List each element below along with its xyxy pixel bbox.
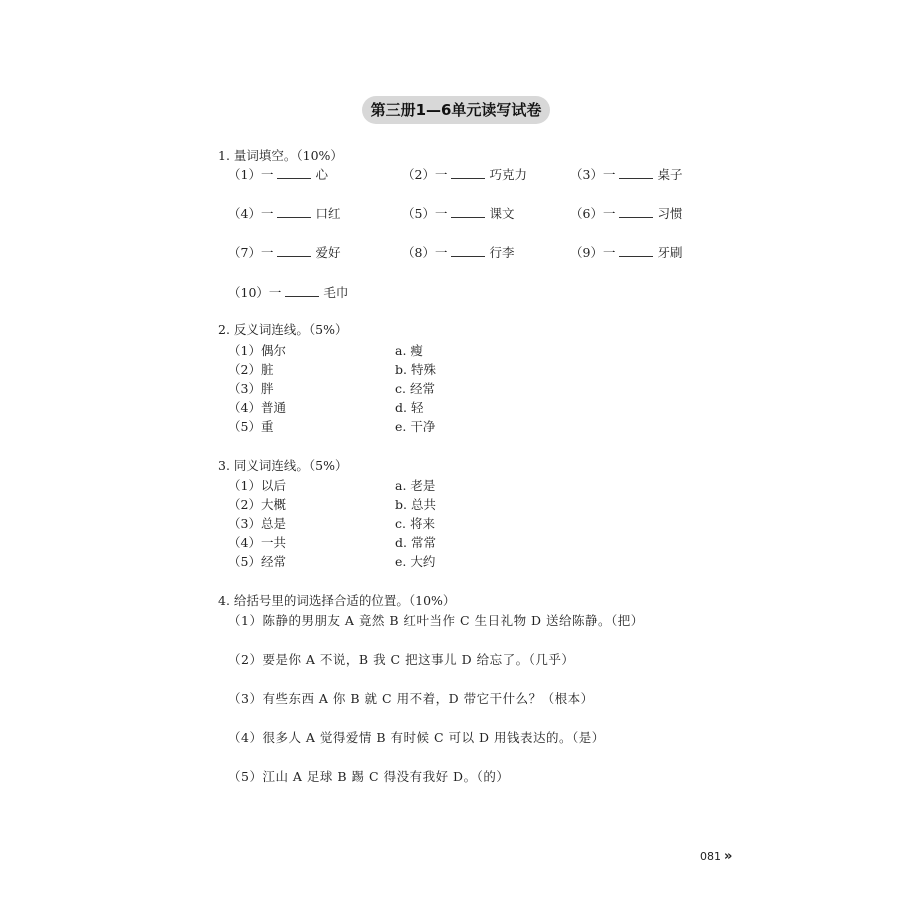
- blank-item: （10）一 毛巾: [228, 285, 349, 300]
- match-left-item[interactable]: （5）重: [228, 419, 274, 434]
- match-left-item[interactable]: （1）以后: [228, 478, 286, 493]
- answer-blank[interactable]: [285, 284, 319, 297]
- answer-blank[interactable]: [451, 205, 485, 218]
- section-4-heading: 4. 给括号里的词选择合适的位置。（10%）: [218, 593, 456, 608]
- blank-item: （1）一 心: [228, 167, 328, 182]
- match-right-item[interactable]: d. 轻: [395, 400, 424, 415]
- section-3-heading: 3. 同义词连线。（5%）: [218, 458, 348, 473]
- match-right-item[interactable]: a. 老是: [395, 478, 436, 493]
- match-right-item[interactable]: e. 干净: [395, 419, 436, 434]
- blank-item: （5）一 课文: [402, 206, 515, 221]
- double-chevron-right-icon: »: [724, 849, 730, 864]
- sentence-item: （3）有些东西 A 你 B 就 C 用不着，D 带它干什么？（根本）: [228, 691, 594, 706]
- answer-blank[interactable]: [451, 244, 485, 257]
- blank-item: （6）一 习惯: [570, 206, 683, 221]
- match-left-item[interactable]: （3）总是: [228, 516, 286, 531]
- match-right-item[interactable]: b. 总共: [395, 497, 436, 512]
- answer-blank[interactable]: [277, 244, 311, 257]
- blank-item: （3）一 桌子: [570, 167, 683, 182]
- answer-blank[interactable]: [619, 166, 653, 179]
- answer-blank[interactable]: [619, 244, 653, 257]
- page-title: 第三册1—6单元读写试卷: [362, 96, 550, 124]
- match-left-item[interactable]: （4）一共: [228, 535, 286, 550]
- match-left-item[interactable]: （2）脏: [228, 362, 274, 377]
- match-left-item[interactable]: （4）普通: [228, 400, 286, 415]
- match-right-item[interactable]: c. 经常: [395, 381, 435, 396]
- match-left-item[interactable]: （1）偶尔: [228, 343, 286, 358]
- blank-item: （7）一 爱好: [228, 245, 341, 260]
- blank-item: （9）一 牙刷: [570, 245, 683, 260]
- answer-blank[interactable]: [619, 205, 653, 218]
- blank-item: （4）一 口红: [228, 206, 341, 221]
- match-right-item[interactable]: c. 将来: [395, 516, 435, 531]
- match-right-item[interactable]: d. 常常: [395, 535, 436, 550]
- page-number: 081: [700, 850, 721, 863]
- section-1-heading: 1. 量词填空。（10%）: [218, 148, 343, 163]
- sentence-item: （4）很多人 A 觉得爱情 B 有时候 C 可以 D 用钱表达的。（是）: [228, 730, 605, 745]
- match-right-item[interactable]: b. 特殊: [395, 362, 436, 377]
- sentence-item: （1）陈静的男朋友 A 竟然 B 红叶当作 C 生日礼物 D 送给陈静。（把）: [228, 613, 644, 628]
- answer-blank[interactable]: [277, 205, 311, 218]
- answer-blank[interactable]: [451, 166, 485, 179]
- match-right-item[interactable]: a. 瘦: [395, 343, 423, 358]
- blank-item: （8）一 行李: [402, 245, 515, 260]
- answer-blank[interactable]: [277, 166, 311, 179]
- section-2-heading: 2. 反义词连线。（5%）: [218, 322, 348, 337]
- sentence-item: （5）江山 A 足球 B 踢 C 得没有我好 D。（的）: [228, 769, 510, 784]
- sentence-item: （2）要是你 A 不说，B 我 C 把这事儿 D 给忘了。（几乎）: [228, 652, 575, 667]
- match-left-item[interactable]: （2）大概: [228, 497, 286, 512]
- match-left-item[interactable]: （5）经常: [228, 554, 286, 569]
- match-right-item[interactable]: e. 大约: [395, 554, 436, 569]
- match-left-item[interactable]: （3）胖: [228, 381, 274, 396]
- blank-item: （2）一 巧克力: [402, 167, 527, 182]
